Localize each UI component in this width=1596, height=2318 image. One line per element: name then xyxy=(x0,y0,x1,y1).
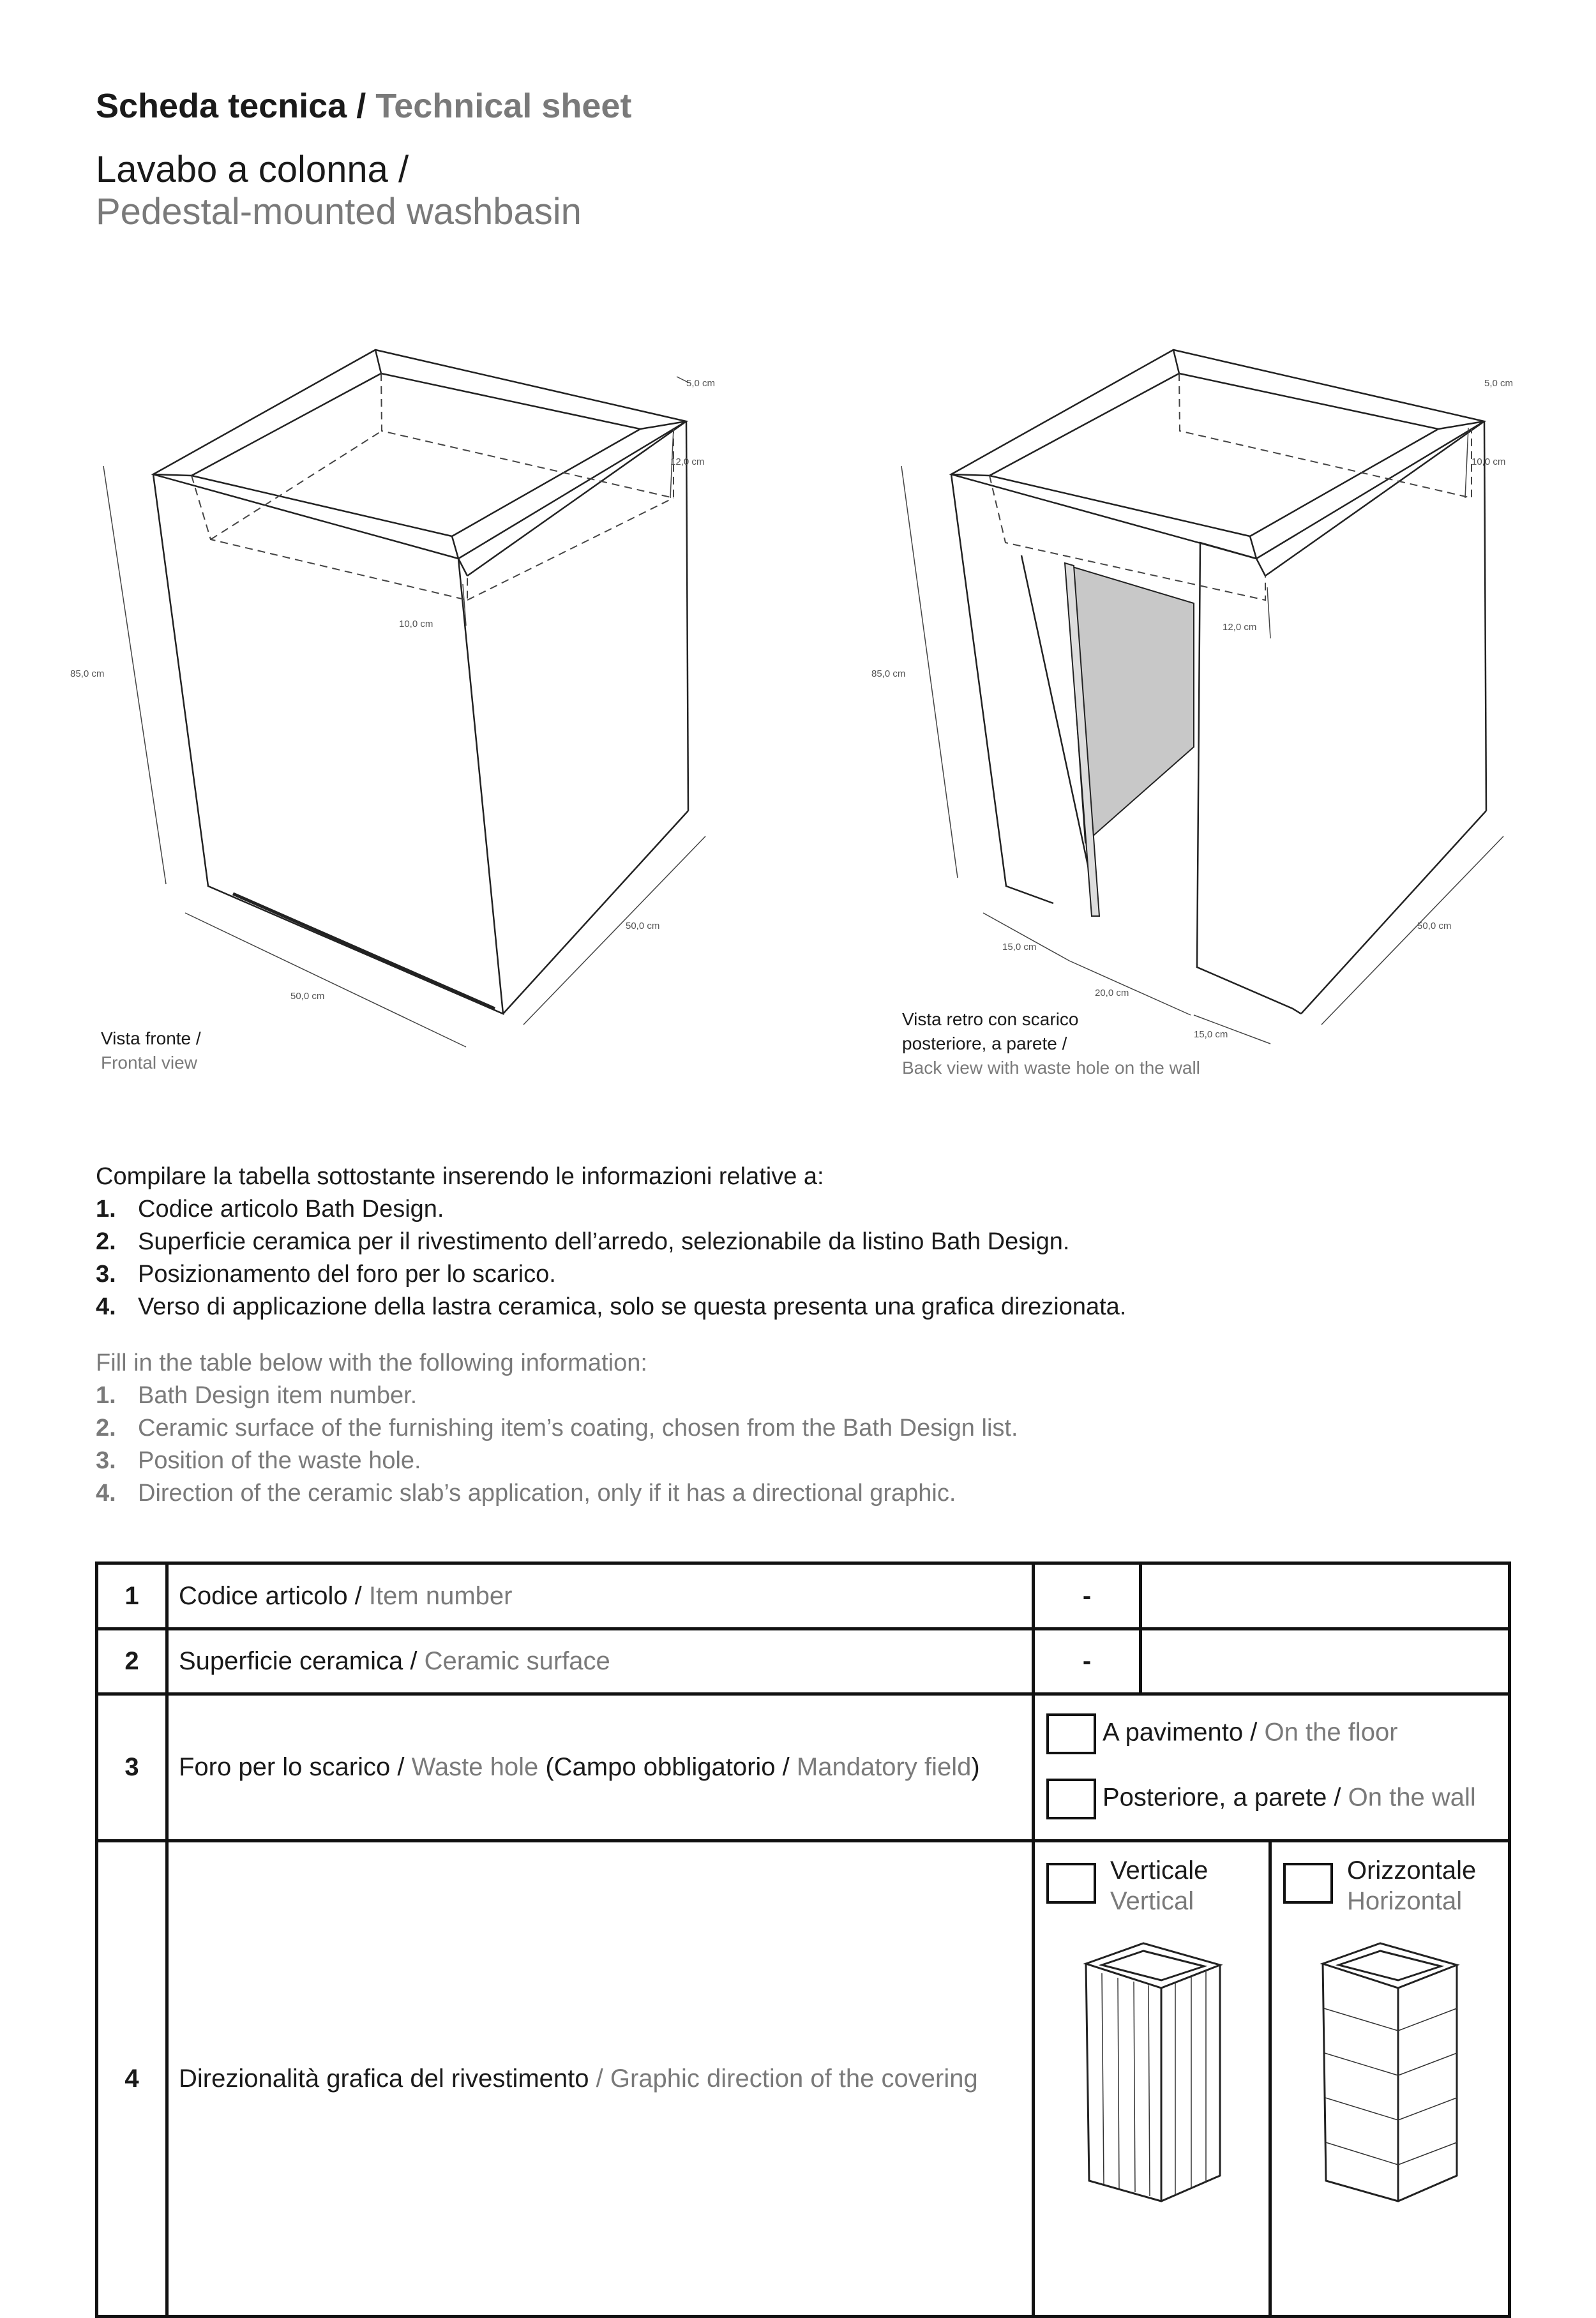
row-label: Superficie ceramica / Ceramic surface xyxy=(167,1629,1034,1694)
back-left-side-dim: 15,0 cm xyxy=(1002,942,1037,952)
front-view-caption xyxy=(101,1027,201,1075)
row-label: Foro per lo scarico / Waste hole (Campo obbligatorio / Mandatory field) xyxy=(167,1694,1034,1841)
back-rim-right-dim: 10,0 cm xyxy=(1472,456,1506,467)
title-english: Technical sheet xyxy=(375,87,632,125)
row-number: 1 xyxy=(97,1563,167,1629)
back-view-caption xyxy=(902,1007,1200,1080)
title-italian: Scheda tecnica / xyxy=(96,87,366,125)
row-number: 4 xyxy=(97,1841,167,2317)
row-number: 2 xyxy=(97,1629,167,1694)
vertical-cabinet-icon xyxy=(1073,1938,1239,2206)
checkbox-horizontal[interactable] xyxy=(1283,1863,1333,1904)
instructions-italian xyxy=(96,1161,1126,1323)
instruction-item: 1. Bath Design item number. xyxy=(96,1382,418,1409)
instructions-english-intro: Fill in the table below with the following information: xyxy=(96,1350,647,1376)
item-number-field[interactable] xyxy=(1141,1563,1510,1629)
waste-hole-options xyxy=(1034,1694,1510,1841)
spec-table xyxy=(95,1562,1511,2318)
front-caption-italian: Vista fronte / xyxy=(101,1028,201,1048)
row-label: Direzionalità grafica del rivestimento / Graphic direction of the covering xyxy=(167,1841,1034,2317)
table-row xyxy=(97,1841,1510,2317)
vertical-option-cell xyxy=(1034,1841,1270,2317)
option-wall[interactable]: Posteriore, a parete / On the wall xyxy=(1046,1779,1476,1819)
row-dash: - xyxy=(1034,1563,1141,1629)
row-label: Codice articolo / Item number xyxy=(167,1563,1034,1629)
back-right-side-dim: 15,0 cm xyxy=(1194,1029,1228,1040)
back-height-dim: 85,0 cm xyxy=(871,668,906,679)
instruction-item: 2. Ceramic surface of the furnishing item’s coating, chosen from the Bath Design list. xyxy=(96,1415,1018,1441)
back-depth-dim: 50,0 cm xyxy=(1417,921,1452,931)
front-depth-dim: 50,0 cm xyxy=(626,921,660,931)
instruction-item: 1. Codice articolo Bath Design. xyxy=(96,1196,444,1223)
front-top-dim: 5,0 cm xyxy=(686,378,716,389)
subtitle-italian: Lavabo a colonna / xyxy=(96,149,409,190)
back-caption-italian-1: Vista retro con scarico xyxy=(902,1009,1079,1029)
page-title xyxy=(96,86,631,126)
row-number: 3 xyxy=(97,1694,167,1841)
front-height-dim: 85,0 cm xyxy=(70,668,105,679)
back-caption-italian-2: posteriore, a parete / xyxy=(902,1034,1067,1053)
front-rim-right-dim: 12,0 cm xyxy=(670,456,705,467)
checkbox-wall[interactable] xyxy=(1046,1779,1096,1819)
instructions-english xyxy=(96,1347,1018,1510)
option-floor[interactable]: A pavimento / On the floor xyxy=(1046,1713,1398,1754)
instructions-italian-intro: Compilare la tabella sottostante inserendo le informazioni relative a: xyxy=(96,1163,824,1190)
checkbox-floor[interactable] xyxy=(1046,1713,1096,1754)
back-rim-front-dim: 12,0 cm xyxy=(1223,622,1257,633)
front-rim-front-dim: 10,0 cm xyxy=(399,619,433,629)
table-row xyxy=(97,1629,1510,1694)
front-width-dim: 50,0 cm xyxy=(290,991,325,1002)
table-row xyxy=(97,1563,1510,1629)
instruction-item: 4. Direction of the ceramic slab’s application, only if it has a directional graphic. xyxy=(96,1480,956,1507)
front-caption-english: Frontal view xyxy=(101,1053,197,1072)
row-dash: - xyxy=(1034,1629,1141,1694)
back-top-dim: 5,0 cm xyxy=(1484,378,1514,389)
instruction-item: 4. Verso di applicazione della lastra ceramica, solo se questa presenta una grafica direzionata. xyxy=(96,1293,1127,1320)
front-top-inner xyxy=(192,373,640,536)
table-row xyxy=(97,1694,1510,1841)
horizontal-label: Orizzontale Horizontal xyxy=(1347,1856,1477,1915)
front-view-drawing xyxy=(70,338,728,1060)
back-opening-dim: 20,0 cm xyxy=(1095,988,1129,998)
instruction-item: 2. Superficie ceramica per il rivestimento dell’arredo, selezionabile da listino Bath Design. xyxy=(96,1228,1070,1255)
vertical-label: Verticale Vertical xyxy=(1110,1856,1208,1915)
instruction-item: 3. Position of the waste hole. xyxy=(96,1447,421,1474)
ceramic-surface-field[interactable] xyxy=(1141,1629,1510,1694)
horizontal-option-cell xyxy=(1270,1841,1510,2317)
checkbox-vertical[interactable] xyxy=(1046,1863,1096,1904)
back-view-drawing xyxy=(871,338,1514,1060)
instruction-item: 3. Posizionamento del foro per lo scarico. xyxy=(96,1261,556,1288)
horizontal-cabinet-icon xyxy=(1310,1938,1476,2206)
subtitle-english: Pedestal-mounted washbasin xyxy=(96,191,582,232)
back-caption-english: Back view with waste hole on the wall xyxy=(902,1058,1200,1078)
